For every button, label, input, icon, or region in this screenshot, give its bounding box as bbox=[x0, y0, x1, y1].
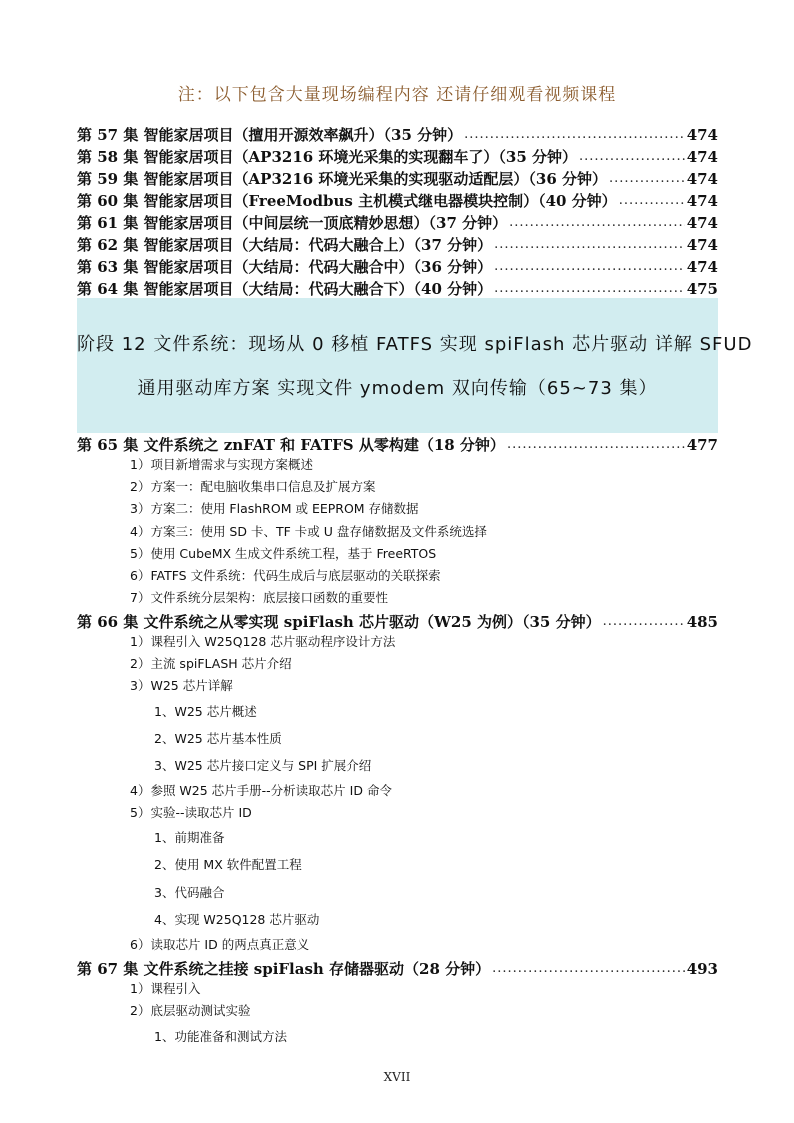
sub-item: 3）W25 芯片详解 bbox=[130, 678, 233, 693]
leader-dots bbox=[603, 613, 685, 631]
toc-entry-57[interactable] bbox=[77, 124, 718, 144]
sub-item: 1）课程引入 W25Q128 芯片驱动程序设计方法 bbox=[130, 634, 396, 649]
toc-entry-65[interactable] bbox=[77, 434, 718, 454]
toc-entry-59[interactable] bbox=[77, 168, 718, 188]
leader-dots bbox=[464, 126, 685, 144]
sub-item: 4）参照 W25 芯片手册--分析读取芯片 ID 命令 bbox=[130, 783, 392, 798]
leader-dots bbox=[494, 280, 685, 298]
toc-entry-63[interactable] bbox=[77, 256, 718, 276]
toc-entry-title: 第 58 集 智能家居项目（AP3216 环境光采集的实现翻车了）（35 分钟） bbox=[77, 148, 578, 166]
sub-item: 2）主流 spiFLASH 芯片介绍 bbox=[130, 656, 292, 671]
toc-entry-title: 第 63 集 智能家居项目（大结局：代码大融合中）（36 分钟） bbox=[77, 258, 493, 276]
toc-entry-page: 474 bbox=[686, 126, 718, 144]
sub-item: 5）使用 CubeMX 生成文件系统工程，基于 FreeRTOS bbox=[130, 546, 437, 561]
sub-sub-item: 2、W25 芯片基本性质 bbox=[154, 731, 282, 746]
sub-sub-item: 1、功能准备和测试方法 bbox=[154, 1029, 287, 1044]
toc-entry-61[interactable] bbox=[77, 212, 718, 232]
toc-entry-62[interactable] bbox=[77, 234, 718, 254]
toc-entry-title: 第 60 集 智能家居项目（FreeModbus 主机模式继电器模块控制）（40 分钟） bbox=[77, 192, 617, 210]
toc-entry-title: 第 65 集 文件系统之 znFAT 和 FATFS 从零构建（18 分钟） bbox=[77, 436, 505, 454]
toc-entry-title: 第 57 集 智能家居项目（擅用开源效率飙升）（35 分钟） bbox=[77, 126, 463, 144]
sub-item: 2）方案一：配电脑收集串口信息及扩展方案 bbox=[130, 479, 376, 494]
leader-dots bbox=[492, 960, 685, 978]
toc-entry-page: 475 bbox=[686, 280, 718, 298]
sub-item: 1）项目新增需求与实现方案概述 bbox=[130, 457, 313, 472]
sub-sub-item: 1、前期准备 bbox=[154, 830, 225, 845]
leader-dots bbox=[507, 436, 685, 454]
sub-item: 6）读取芯片 ID 的两点真正意义 bbox=[130, 937, 310, 952]
sub-sub-item: 2、使用 MX 软件配置工程 bbox=[154, 857, 302, 872]
leader-dots bbox=[579, 148, 685, 166]
toc-entry-page: 474 bbox=[686, 258, 718, 276]
toc-entry-66[interactable] bbox=[77, 611, 718, 631]
sub-item: 4）方案三：使用 SD 卡、TF 卡或 U 盘存储数据及文件系统选择 bbox=[130, 524, 487, 539]
toc-entry-page: 477 bbox=[686, 436, 718, 454]
toc-entry-page: 485 bbox=[686, 613, 718, 631]
toc-entry-title: 第 59 集 智能家居项目（AP3216 环境光采集的实现驱动适配层）（36 分钟） bbox=[77, 170, 608, 188]
toc-entry-64[interactable] bbox=[77, 278, 718, 298]
toc-entry-page: 474 bbox=[686, 170, 718, 188]
sub-sub-item: 3、代码融合 bbox=[154, 885, 225, 900]
stage-heading-band bbox=[77, 298, 753, 433]
toc-entry-58[interactable] bbox=[77, 146, 718, 166]
toc-entry-60[interactable] bbox=[77, 190, 718, 210]
sub-item: 6）FATFS 文件系统：代码生成后与底层驱动的关联探索 bbox=[130, 568, 441, 583]
toc-entry-title: 第 61 集 智能家居项目（中间层统一顶底精妙思想）（37 分钟） bbox=[77, 214, 508, 232]
toc-entry-page: 474 bbox=[686, 236, 718, 254]
page-number: XVII bbox=[383, 1070, 411, 1084]
sub-item: 5）实验--读取芯片 ID bbox=[130, 805, 252, 820]
sub-sub-item: 1、W25 芯片概述 bbox=[154, 704, 257, 719]
sub-item: 7）文件系统分层架构：底层接口函数的重要性 bbox=[130, 590, 388, 605]
sub-item: 3）方案二：使用 FlashROM 或 EEPROM 存储数据 bbox=[130, 501, 419, 516]
notice-banner: 注：以下包含大量现场编程内容 还请仔细观看视频课程 bbox=[177, 85, 617, 105]
toc-entry-title: 第 62 集 智能家居项目（大结局：代码大融合上）（37 分钟） bbox=[77, 236, 493, 254]
toc-entry-page: 493 bbox=[686, 960, 718, 978]
sub-item: 1）课程引入 bbox=[130, 981, 201, 996]
leader-dots bbox=[494, 236, 685, 254]
toc-entry-title: 第 67 集 文件系统之挂接 spiFlash 存储器驱动（28 分钟） bbox=[77, 960, 491, 978]
leader-dots bbox=[609, 170, 685, 188]
toc-entry-67[interactable] bbox=[77, 958, 718, 978]
stage-heading-line-1: 阶段 12 文件系统：现场从 0 移植 FATFS 实现 spiFlash 芯片驱动 详解 SFUD bbox=[77, 334, 753, 355]
toc-entry-title: 第 64 集 智能家居项目（大结局：代码大融合下）（40 分钟） bbox=[77, 280, 493, 298]
toc-entry-page: 474 bbox=[686, 148, 718, 166]
toc-entry-title: 第 66 集 文件系统之从零实现 spiFlash 芯片驱动（W25 为例）（35 分钟） bbox=[77, 613, 601, 631]
toc-entry-page: 474 bbox=[686, 192, 718, 210]
leader-dots bbox=[494, 258, 685, 276]
leader-dots bbox=[619, 192, 685, 210]
sub-sub-item: 4、实现 W25Q128 芯片驱动 bbox=[154, 912, 320, 927]
toc-entry-page: 474 bbox=[686, 214, 718, 232]
sub-item: 2）底层驱动测试实验 bbox=[130, 1003, 251, 1018]
stage-heading-line-2: 通用驱动库方案 实现文件 ymodem 双向传输（65~73 集） bbox=[137, 378, 658, 399]
sub-sub-item: 3、W25 芯片接口定义与 SPI 扩展介绍 bbox=[154, 758, 372, 773]
leader-dots bbox=[509, 214, 685, 232]
